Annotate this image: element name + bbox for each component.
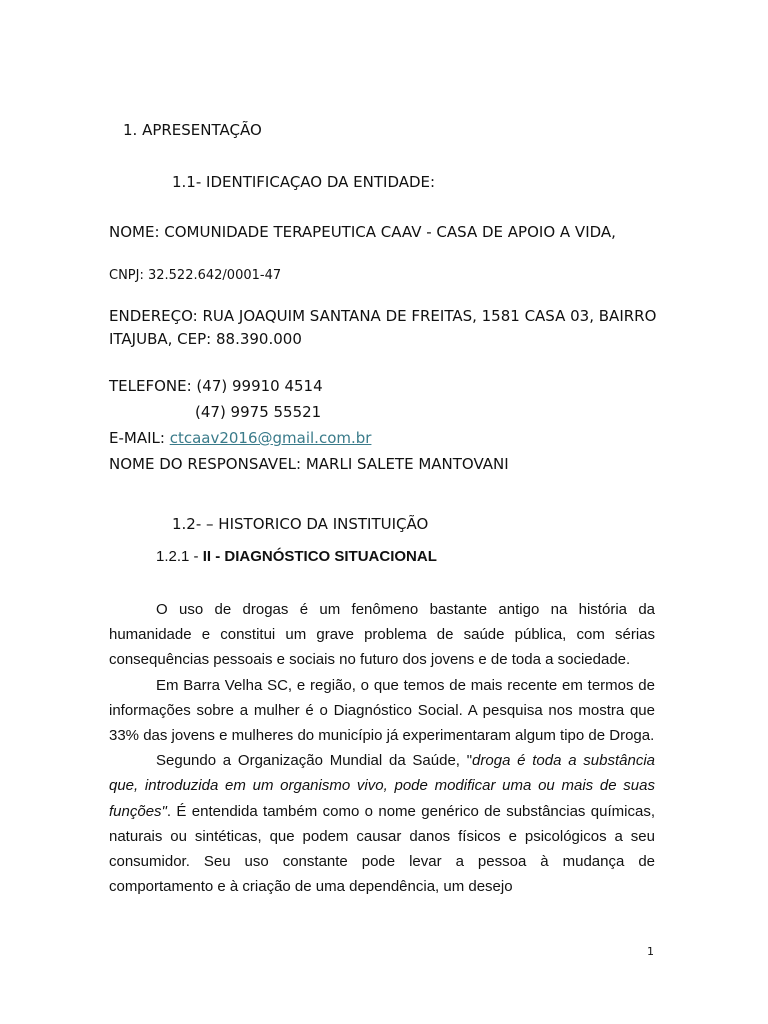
section-heading-historico: 1.2- – HISTORICO DA INSTITUIÇÃO <box>172 515 429 533</box>
address-line-2: ITAJUBA, CEP: 88.390.000 <box>109 330 302 348</box>
section-heading-diagnostico <box>156 547 437 567</box>
paragraph-3 <box>109 748 655 899</box>
diagnostico-prefix: 1.2.1 - <box>156 548 203 565</box>
responsible-person: NOME DO RESPONSAVEL: MARLI SALETE MANTOVANI <box>109 455 509 473</box>
paragraph-1: O uso de drogas é um fenômeno bastante antigo na história da humanidade e constitui um grave problema de saúde pública, com sérias consequências pessoais e sociais no futuro dos jovens e de toda a sociedade. <box>109 601 655 669</box>
address-line-1: ENDEREÇO: RUA JOAQUIM SANTANA DE FREITAS, 1581 CASA 03, BAIRRO <box>109 307 657 325</box>
paragraph-2: Em Barra Velha SC, e região, o que temos de mais recente em termos de informações sobre a mulher é o Diagnóstico Social. A pesquisa nos mostra que 33% das jovens e mulheres do município já experimentaram algum tipo de Droga. <box>109 676 655 745</box>
email-link[interactable]: ctcaav2016@gmail.com.br <box>169 429 372 447</box>
phone-line-1: TELEFONE: (47) 99910 4514 <box>109 377 323 395</box>
paragraph-3-end: . É entendida também como o nome genérico de substâncias químicas, naturais ou sintéticas, que podem causar danos físicos e psicológicos a seu consumidor. Seu uso constante pode levar a pessoa à mudança de comportamento e à criação de uma dependência, um desejo <box>109 802 655 896</box>
email-label: E-MAIL: <box>109 429 170 447</box>
section-heading-apresentacao: 1. APRESENTAÇÃO <box>123 121 262 139</box>
entity-cnpj: CNPJ: 32.522.642/0001-47 <box>109 268 282 283</box>
section-heading-identificacao: 1.1- IDENTIFICAÇAO DA ENTIDADE: <box>172 173 436 191</box>
body-text <box>109 597 655 899</box>
page-number: 1 <box>647 945 654 958</box>
paragraph-3-start: Segundo a Organização Mundial da Saúde, " <box>156 752 473 770</box>
diagnostico-title: II - DIAGNÓSTICO SITUACIONAL <box>202 548 437 565</box>
entity-name: NOME: COMUNIDADE TERAPEUTICA CAAV - CASA DE APOIO A VIDA, <box>109 223 616 241</box>
paragraph-3-quote: droga é toda a substância que, introduzida em um organismo vivo, pode modificar uma ou mais de suas funções" <box>109 752 656 820</box>
email-row <box>109 428 371 448</box>
phone-line-2: (47) 9975 55521 <box>195 403 322 421</box>
